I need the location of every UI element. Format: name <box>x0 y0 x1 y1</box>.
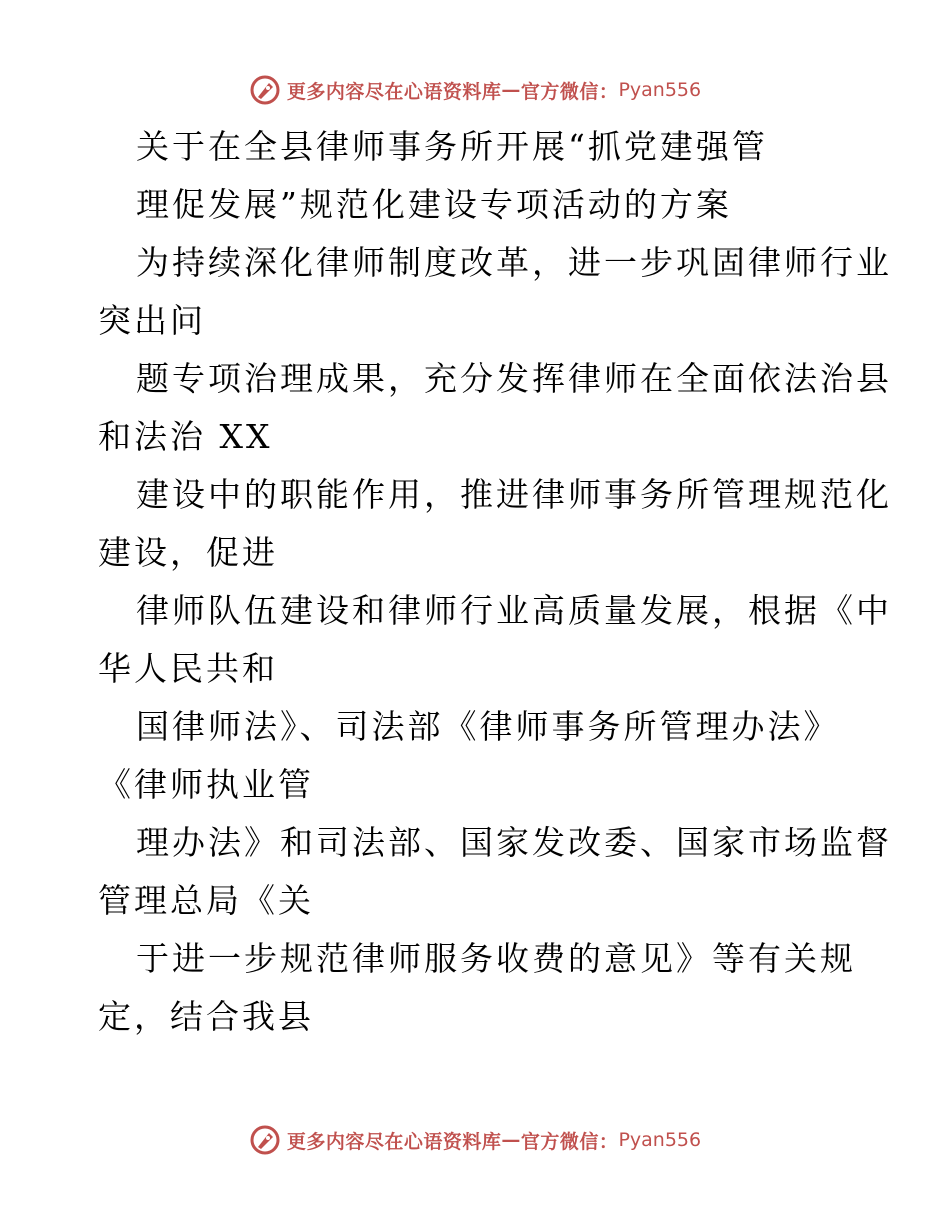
banner-separator: — <box>501 79 521 101</box>
body-line: 突出问 <box>98 301 206 340</box>
body-line: 建设中的职能作用，推进律师事务所管理规范化 <box>136 475 892 514</box>
body-line: 管理总局《关 <box>98 881 314 920</box>
footer-banner <box>0 1120 950 1160</box>
body-line: 于进一步规范律师服务收费的意见》等有关规 <box>136 939 856 978</box>
body-line: 律师队伍建设和律师行业高质量发展，根据《中 <box>136 591 892 630</box>
body-line: 理办法》和司法部、国家发改委、国家市场监督 <box>136 823 892 862</box>
banner-id: Pyan556 <box>618 1129 702 1151</box>
banner-main-text: 更多内容尽在心语资料库 <box>286 80 502 103</box>
body-line: 定，结合我县 <box>98 997 314 1036</box>
banner-label: 官方微信： <box>520 80 619 103</box>
body-line: 建设，促进 <box>98 533 278 572</box>
title-line-2: 理促发展”规范化建设专项活动的方案 <box>136 185 732 224</box>
banner-separator: — <box>501 1129 521 1151</box>
pen-nib-logo-icon <box>249 74 281 106</box>
document-body <box>98 118 892 1046</box>
body-line: 华人民共和 <box>98 649 278 688</box>
body-line: 《律师执业管 <box>98 765 314 804</box>
banner-label: 官方微信： <box>520 1130 619 1153</box>
pen-nib-logo-icon <box>249 1124 281 1156</box>
body-line: 题专项治理成果，充分发挥律师在全面依法治县 <box>136 359 892 398</box>
body-line: 为持续深化律师制度改革，进一步巩固律师行业 <box>136 243 892 282</box>
body-line: 和法治 XX <box>98 417 273 456</box>
body-line: 国律师法》、司法部《律师事务所管理办法》 <box>136 707 840 746</box>
banner-main-text: 更多内容尽在心语资料库 <box>286 1130 502 1153</box>
title-line-1: 关于在全县律师事务所开展“抓党建强管 <box>136 127 768 166</box>
banner-id: Pyan556 <box>618 79 702 101</box>
header-banner <box>0 70 950 110</box>
